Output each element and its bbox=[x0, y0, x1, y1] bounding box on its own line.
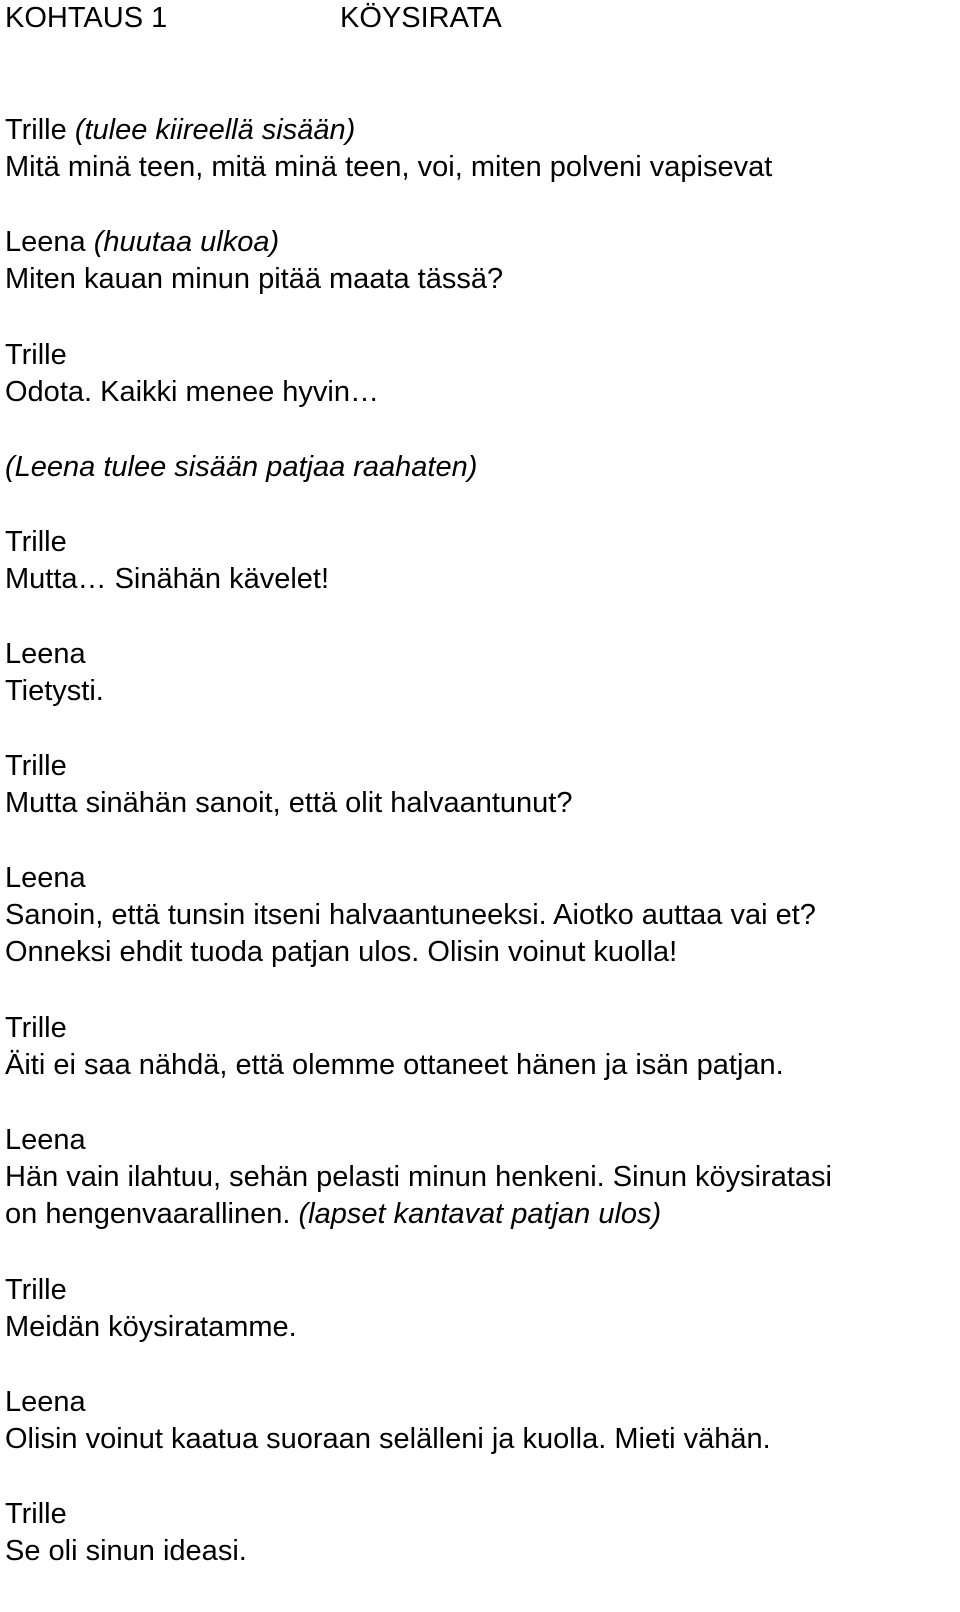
dialogue-line: Odota. Kaikki menee hyvin… bbox=[5, 376, 379, 408]
dialogue-line: Meidän köysiratamme. bbox=[5, 1311, 297, 1343]
dialogue-line: Onneksi ehdit tuoda patjan ulos. Olisin voinut kuolla! bbox=[5, 936, 678, 968]
speaker-line bbox=[5, 224, 279, 260]
stage-direction: (lapset kantavat patjan ulos) bbox=[298, 1198, 662, 1230]
speaker-name: Trille bbox=[5, 750, 67, 782]
speaker-name: Leena bbox=[5, 1124, 86, 1156]
dialogue-line: Se oli sinun ideasi. bbox=[5, 1535, 247, 1567]
dialogue-line: Olisin voinut kaatua suoraan selälleni ja kuolla. Mieti vähän. bbox=[5, 1423, 771, 1455]
dialogue-line: Mitä minä teen, mitä minä teen, voi, miten polveni vapisevat bbox=[5, 151, 773, 183]
dialogue-line: Tietysti. bbox=[5, 675, 104, 707]
dialogue-line: Mutta… Sinähän kävelet! bbox=[5, 563, 330, 595]
speaker-name: Trille bbox=[5, 339, 67, 371]
dialogue-line: Äiti ei saa nähdä, että olemme ottaneet hänen ja isän patjan. bbox=[5, 1049, 784, 1081]
speaker-line bbox=[5, 112, 355, 148]
speaker-name: Leena bbox=[5, 638, 86, 670]
dialogue-line bbox=[5, 1196, 661, 1232]
dialogue-text: on hengenvaarallinen. bbox=[5, 1198, 291, 1230]
dialogue-line: Miten kauan minun pitää maata tässä? bbox=[5, 263, 504, 295]
dialogue-line: Mutta sinähän sanoit, että olit halvaantunut? bbox=[5, 787, 573, 819]
stage-direction: (tulee kiireellä sisään) bbox=[74, 114, 356, 146]
speaker-name: Trille bbox=[5, 1012, 67, 1044]
dialogue-line: Hän vain ilahtuu, sehän pelasti minun henkeni. Sinun köysiratasi bbox=[5, 1161, 832, 1193]
speaker-name: Trille bbox=[5, 114, 67, 146]
speaker-name: Leena bbox=[5, 226, 86, 258]
scene-title: KÖYSIRATA bbox=[340, 2, 502, 34]
dialogue-line: Sanoin, että tunsin itseni halvaantuneeksi. Aiotko auttaa vai et? bbox=[5, 899, 816, 931]
speaker-name: Leena bbox=[5, 862, 86, 894]
stage-direction: (Leena tulee sisään patjaa raahaten) bbox=[5, 451, 478, 483]
speaker-name: Trille bbox=[5, 526, 67, 558]
speaker-name: Leena bbox=[5, 1386, 86, 1418]
stage-direction: (huutaa ulkoa) bbox=[93, 226, 280, 258]
speaker-name: Trille bbox=[5, 1498, 67, 1530]
speaker-name: Trille bbox=[5, 1274, 67, 1306]
scene-number: KOHTAUS 1 bbox=[5, 2, 168, 34]
